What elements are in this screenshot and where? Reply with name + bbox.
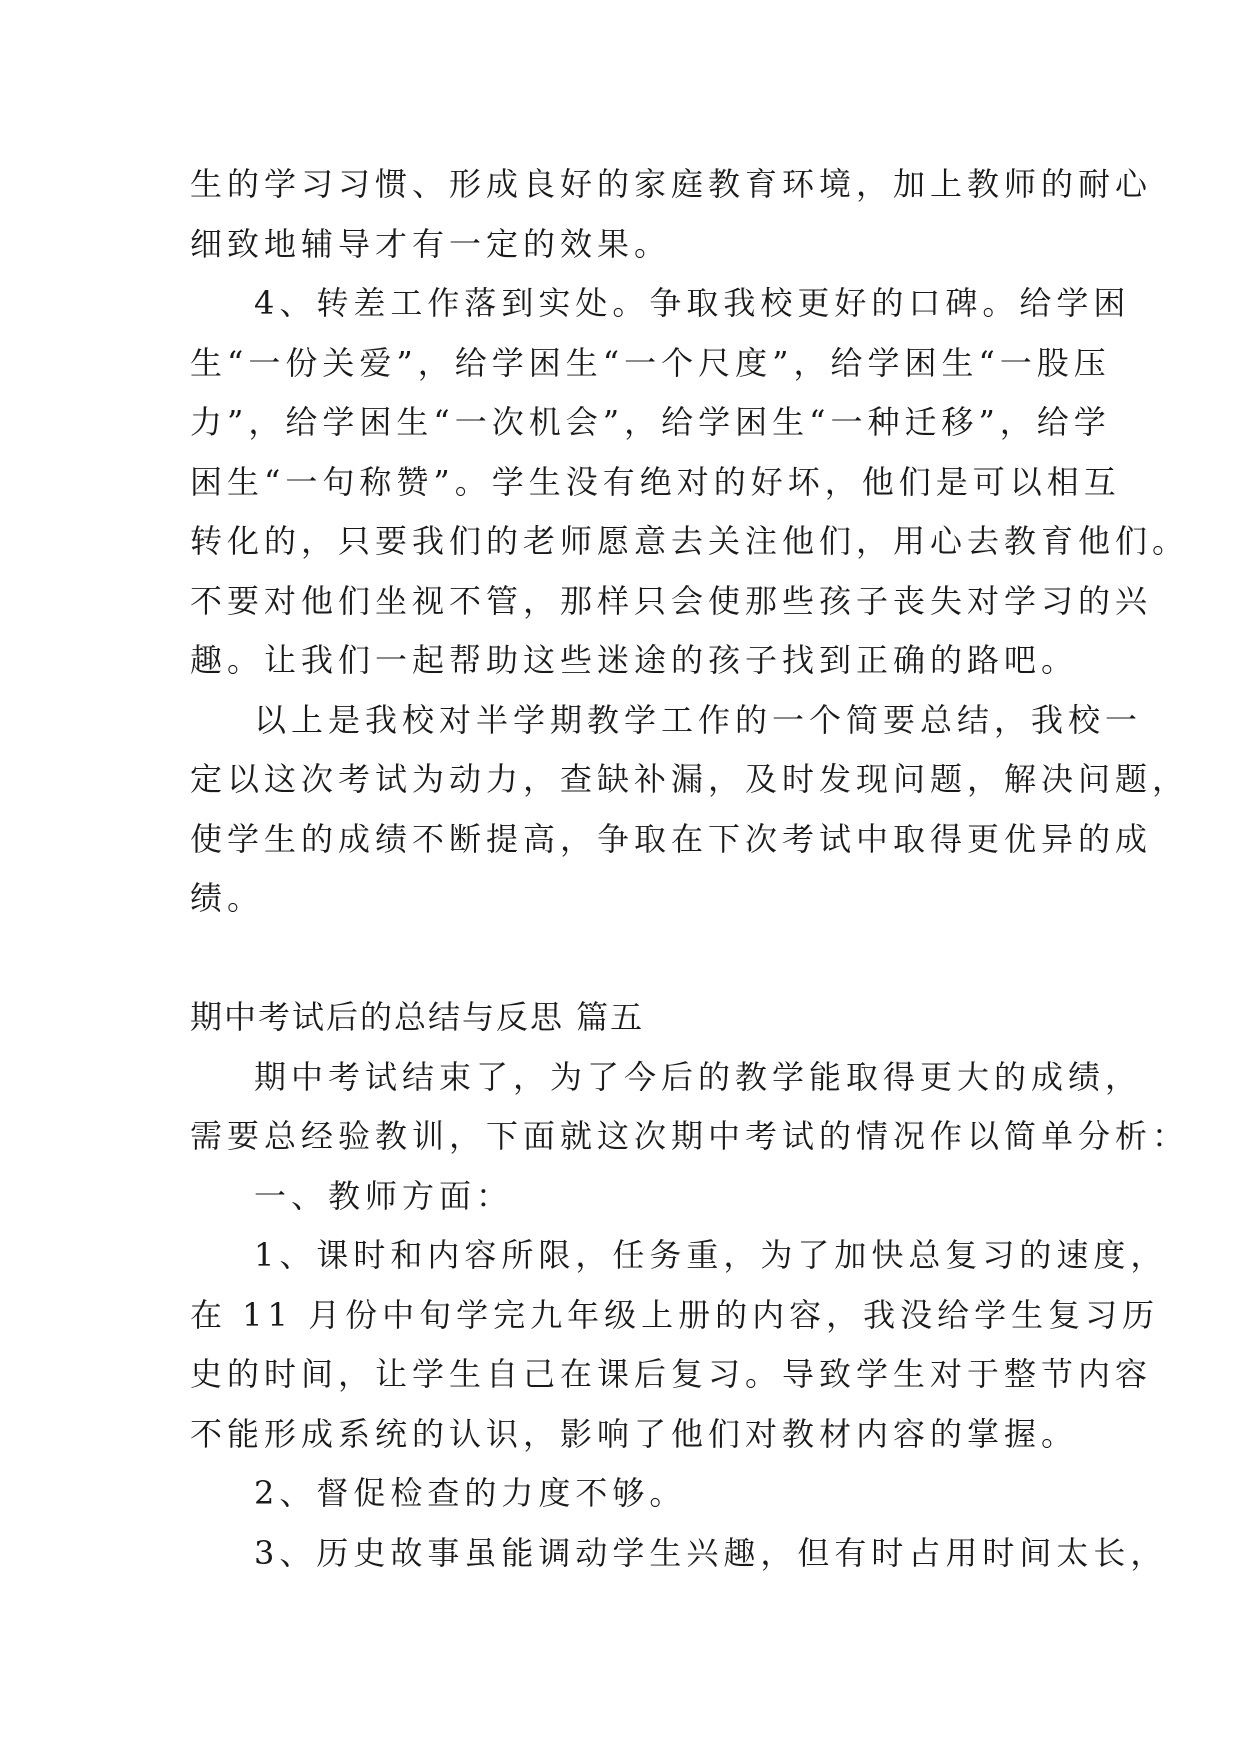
text-line: 趣。让我们一起帮助这些迷途的孩子找到正确的路吧。: [190, 641, 1079, 679]
text-line: 需要总经验教训，下面就这次期中考试的情况作以简单分析：: [190, 1117, 1190, 1155]
text-line: 不能形成系统的认识，影响了他们对教材内容的掌握。: [190, 1414, 1079, 1453]
section-title: 期中考试后的总结与反思 篇五: [190, 998, 645, 1036]
text-line: 史的时间，让学生自己在课后复习。导致学生对于整节内容: [190, 1355, 1153, 1393]
text-line: 困生“一句称赞”。学生没有绝对的好坏，他们是可以相互: [190, 462, 1121, 501]
text-line: 细致地辅导才有一定的效果。: [190, 224, 672, 263]
subheading: 一、教师方面：: [254, 1176, 514, 1215]
paragraph-first-line: 以上是我校对半学期教学工作的一个简要总结，我校一: [254, 700, 1143, 739]
paragraph-first-line: 3、历史故事虽能调动学生兴趣，但有时占用时间太长，: [254, 1533, 1168, 1572]
text-line: 使学生的成绩不断提高，争取在下次考试中取得更优异的成: [190, 819, 1153, 858]
text-line: 在 11 月份中旬学完九年级上册的内容，我没给学生复习历: [190, 1295, 1160, 1334]
paragraph-first-line: 4、转差工作落到实处。争取我校更好的口碑。给学困: [254, 284, 1131, 322]
paragraph-first-line: 期中考试结束了，为了今后的教学能取得更大的成绩，: [254, 1057, 1143, 1096]
text-line: 定以这次考试为动力，查缺补漏，及时发现问题，解决问题，: [190, 760, 1190, 798]
paragraph-first-line: 1、课时和内容所限，任务重，为了加快总复习的速度，: [254, 1236, 1168, 1274]
text-line: 不要对他们坐视不管，那样只会使那些孩子丧失对学习的兴: [190, 581, 1153, 620]
text-line: 绩。: [190, 879, 265, 917]
text-line: 生的学习习惯、形成良好的家庭教育环境，加上教师的耐心: [190, 165, 1153, 203]
text-line: 力”，给学困生“一次机会”，给学困生“一种迁移”，给学: [190, 403, 1111, 441]
document-body: [190, 155, 1190, 1583]
blank-line: [190, 929, 1050, 989]
paragraph-first-line: 2、督促检查的力度不够。: [254, 1474, 687, 1512]
text-line: 生“一份关爱”，给学困生“一个尺度”，给学困生“一股压: [190, 343, 1111, 382]
text-line: 转化的，只要我们的老师愿意去关注他们，用心去教育他们。: [190, 522, 1190, 560]
